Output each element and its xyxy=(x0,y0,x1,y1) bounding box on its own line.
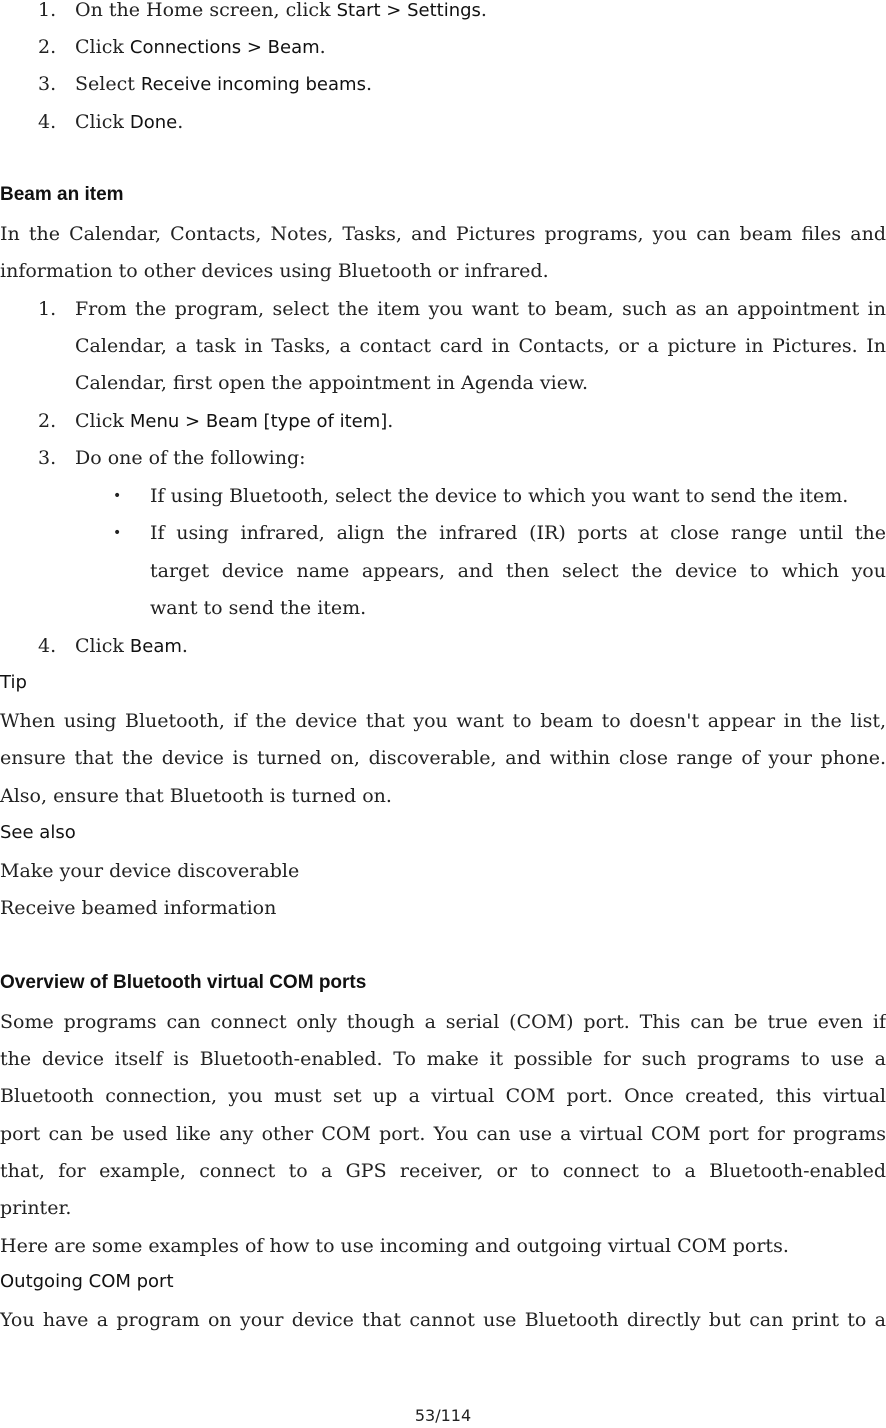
page-number: 53/114 xyxy=(414,1406,472,1425)
step-number: 1. xyxy=(38,0,57,21)
step-number: 4. xyxy=(38,111,57,133)
step-text: Click xyxy=(75,111,130,133)
step-number: 1. xyxy=(38,298,57,320)
paragraph-line: Bluetooth connection, you must set up a virtual COM port. Once created, this virtual xyxy=(0,1085,886,1107)
step-text: Click xyxy=(75,36,130,58)
bullet-icon: • xyxy=(113,488,122,504)
ui-path: Menu > Beam [type of item] xyxy=(129,411,388,432)
bullet-text: want to send the item. xyxy=(150,597,367,619)
paragraph-line: the device itself is Bluetooth-enabled. To make it possible for such programs to use a xyxy=(0,1048,886,1070)
paragraph-line: port can be used like any other COM port. You can use a virtual COM port for programs xyxy=(0,1123,886,1145)
paragraph-line: Here are some examples of how to use incoming and outgoing virtual COM ports. xyxy=(0,1235,789,1257)
step-punct: . xyxy=(177,111,184,133)
section-heading-beam: Beam an item xyxy=(0,184,124,205)
step-text: On the Home screen, click xyxy=(75,0,337,21)
see-also-link[interactable]: Make your device discoverable xyxy=(0,860,300,882)
step-number: 2. xyxy=(38,36,57,58)
ui-path: Connections > Beam xyxy=(129,37,320,58)
bullet-text: target device name appears, and then select the device to which you xyxy=(150,560,886,582)
paragraph-line: information to other devices using Bluetooth or infrared. xyxy=(0,260,549,282)
step-number: 3. xyxy=(38,447,57,469)
step-text: Click xyxy=(75,635,130,657)
step-text: Select xyxy=(75,73,141,95)
paragraph-line: When using Bluetooth, if the device that you want to beam to doesn't appear in the list, xyxy=(0,710,886,732)
step-text: Do one of the following: xyxy=(75,447,306,469)
step-punct: . xyxy=(181,635,188,657)
bullet-icon: • xyxy=(113,525,122,541)
ui-path: Receive incoming beams xyxy=(140,74,366,95)
paragraph-line: Also, ensure that Bluetooth is turned on. xyxy=(0,785,392,807)
tip-label: Tip xyxy=(0,672,27,693)
step-text: Calendar, first open the appointment in Agenda view. xyxy=(75,372,589,394)
ui-path: Start > Settings xyxy=(336,0,481,21)
paragraph-line: printer. xyxy=(0,1197,72,1219)
paragraph-line: ensure that the device is turned on, discoverable, and within close range of your phone. xyxy=(0,747,886,769)
step-punct: . xyxy=(365,73,372,95)
step-text: Click xyxy=(75,410,130,432)
bullet-text: If using Bluetooth, select the device to which you want to send the item. xyxy=(150,485,849,507)
step-number: 4. xyxy=(38,635,57,657)
paragraph-line: Some programs can connect only though a serial (COM) port. This can be true even if xyxy=(0,1011,886,1033)
subheading-outgoing: Outgoing COM port xyxy=(0,1271,174,1292)
step-punct: . xyxy=(319,36,326,58)
step-punct: . xyxy=(480,0,487,21)
paragraph-line: In the Calendar, Contacts, Notes, Tasks, and Pictures programs, you can beam files and xyxy=(0,223,886,245)
step-text: Calendar, a task in Tasks, a contact card in Contacts, or a picture in Pictures. In xyxy=(75,335,886,357)
ui-path: Done xyxy=(129,112,178,133)
step-number: 2. xyxy=(38,410,57,432)
paragraph-line: that, for example, connect to a GPS receiver, or to connect to a Bluetooth-enabled xyxy=(0,1160,886,1182)
paragraph-line: You have a program on your device that cannot use Bluetooth directly but can print to a xyxy=(0,1309,886,1331)
see-also-label: See also xyxy=(0,822,76,843)
bullet-text: If using infrared, align the infrared (IR) ports at close range until the xyxy=(150,522,886,544)
step-number: 3. xyxy=(38,73,57,95)
step-text: From the program, select the item you want to beam, such as an appointment in xyxy=(75,298,886,320)
ui-path: Beam xyxy=(129,636,182,657)
see-also-link[interactable]: Receive beamed information xyxy=(0,897,277,919)
step-punct: . xyxy=(387,410,394,432)
section-heading-com-ports: Overview of Bluetooth virtual COM ports xyxy=(0,972,367,993)
